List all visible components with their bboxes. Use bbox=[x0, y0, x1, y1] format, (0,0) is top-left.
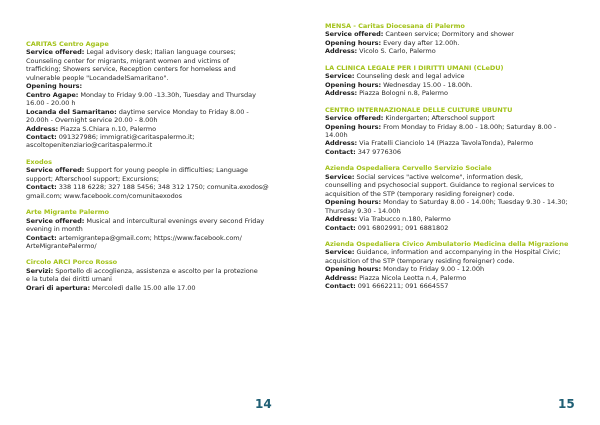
field-text: Via Trabucco n.180, Palermo bbox=[357, 215, 451, 224]
entry-line bbox=[26, 225, 284, 233]
field-text: Every day after 12.00h. bbox=[381, 38, 460, 47]
entry-title: LA CLINICA LEGALE PER I DIRITTI UMANI (CLeDU) bbox=[325, 63, 504, 72]
entry-line bbox=[325, 265, 586, 273]
entry-line bbox=[26, 74, 284, 82]
entry-line bbox=[26, 284, 284, 292]
entry-line bbox=[26, 183, 284, 191]
field-text: Social services "active welcome", information desk, bbox=[354, 172, 524, 181]
entry-line bbox=[26, 48, 284, 56]
field-text: trafficking; Showers service, Reception centers for homeless and bbox=[26, 65, 236, 74]
field-text: 20.00h - Overnight service 20.00 - 8.00h bbox=[26, 116, 158, 125]
entry-line bbox=[325, 274, 586, 282]
field-text: evening in month bbox=[26, 225, 83, 234]
field-label: Service offered: bbox=[26, 48, 85, 57]
entry-title: Azienda Ospedaliera Civico Ambulatorio Medicina della Migrazione bbox=[325, 239, 569, 248]
field-label: Service: bbox=[325, 248, 355, 257]
field-text: Monday to Friday 9.00 - 12.00h bbox=[381, 265, 485, 274]
field-text: Musical and intercultural evenings every second Friday bbox=[84, 216, 265, 225]
entry-line bbox=[26, 141, 284, 149]
directory-entry bbox=[26, 208, 284, 250]
field-label: Address: bbox=[325, 89, 358, 98]
entry-line bbox=[26, 192, 284, 200]
entry-line bbox=[26, 82, 284, 90]
field-label: Servizi: bbox=[26, 266, 54, 275]
right-entries bbox=[325, 22, 586, 291]
entry-line bbox=[325, 257, 586, 265]
field-text: Via Fratelli Cianciolo 14 (Piazza TavolaTonda), Palermo bbox=[357, 139, 534, 148]
entry-spacer bbox=[26, 150, 284, 158]
field-label: Service offered: bbox=[325, 114, 384, 123]
entry-spacer bbox=[325, 232, 586, 240]
right-page bbox=[300, 0, 600, 425]
directory-entry bbox=[325, 164, 586, 232]
entry-line bbox=[325, 181, 586, 189]
entry-line bbox=[26, 91, 284, 99]
entry-line bbox=[325, 215, 586, 223]
field-text: Sportello di accoglienza, assistenza e ascolto per la protezione bbox=[53, 266, 258, 275]
field-text: Mercoledì dalle 15.00 alle 17.00 bbox=[90, 283, 196, 292]
entry-title: CARITAS Centro Agape bbox=[26, 40, 109, 48]
field-text: artemigrantepa@gmail.com; https://www.facebook.com/ bbox=[56, 233, 242, 242]
entry-line bbox=[26, 166, 284, 174]
entry-line bbox=[325, 30, 586, 38]
field-label: Contact: bbox=[325, 282, 356, 291]
field-text: Piazza Nicola Leotta n.4, Palermo bbox=[357, 273, 467, 282]
field-label: Address: bbox=[325, 273, 358, 282]
field-text: Legal advisory desk; Italian language courses; bbox=[84, 48, 236, 57]
field-label: Address: bbox=[26, 124, 59, 133]
directory-entry bbox=[26, 258, 284, 292]
entry-spacer bbox=[26, 200, 284, 208]
field-text: 091 6802991; 091 6881802 bbox=[355, 223, 449, 232]
field-label: Centro Agape: bbox=[26, 90, 79, 99]
entry-line bbox=[325, 123, 586, 131]
field-label: Orari di apertura: bbox=[26, 283, 91, 292]
entry-line bbox=[325, 282, 586, 290]
entry-line bbox=[325, 72, 586, 80]
field-label: Address: bbox=[325, 215, 358, 224]
field-text: From Monday to Friday 8.00 - 18.00h; Saturday 8.00 - bbox=[381, 122, 557, 131]
field-text: support; Afterschool support; Excursions; bbox=[26, 174, 159, 183]
field-text: acquisition of the STP (temporary residing foreigner) code. bbox=[325, 256, 515, 265]
entry-title: CENTRO INTERNAZIONALE DELLE CULTURE UBUNTU bbox=[325, 105, 513, 114]
entry-line bbox=[325, 207, 586, 215]
field-text: gmail.com; www.facebook.com/comunitaexodos bbox=[26, 191, 182, 200]
field-label: Contact: bbox=[26, 233, 57, 242]
field-text: Thursday 9.30 - 14.00h bbox=[325, 206, 401, 215]
field-text: Counseling center for migrants, migrant women and victims of bbox=[26, 56, 230, 65]
entry-line bbox=[325, 89, 586, 97]
entry-line bbox=[325, 47, 586, 55]
entry-line bbox=[26, 275, 284, 283]
page-number-15: 15 bbox=[558, 397, 575, 411]
field-label: Opening hours: bbox=[325, 265, 382, 274]
field-label: Opening hours: bbox=[325, 122, 382, 131]
entry-line bbox=[26, 57, 284, 65]
entry-line bbox=[26, 267, 284, 275]
field-label: Locanda del Samaritano: bbox=[26, 107, 117, 116]
field-text: Counseling desk and legal advice bbox=[354, 72, 465, 81]
field-text: counselling and psychosocial support. Guidance to regional services to bbox=[325, 181, 555, 190]
field-label: Opening hours: bbox=[325, 38, 382, 47]
entry-line bbox=[325, 248, 586, 256]
field-text: Wednesday 15.00 - 18.00h. bbox=[381, 80, 473, 89]
entry-line bbox=[26, 217, 284, 225]
field-text: acquisition of the STP (temporary residing foreigner) code. bbox=[325, 189, 515, 198]
field-text: Canteen service; Dormitory and shower bbox=[383, 30, 514, 39]
field-text: e la tutela dei diritti umani bbox=[26, 275, 112, 284]
entry-spacer bbox=[325, 56, 586, 64]
directory-entry bbox=[325, 106, 586, 157]
entry-line bbox=[26, 242, 284, 250]
entry-title: Azienda Ospedaliera Cervello Servizio Sociale bbox=[325, 164, 492, 173]
field-label: Address: bbox=[325, 139, 358, 148]
field-text: daytime service Monday to Friday 8.00 - bbox=[116, 107, 249, 116]
entry-line bbox=[325, 190, 586, 198]
entry-title: Exodos bbox=[26, 157, 52, 166]
entry-line bbox=[26, 108, 284, 116]
field-text: Monday to Saturday 8.00 - 14.00h; Tuesday 9.30 - 14.30; bbox=[381, 198, 568, 207]
entry-line bbox=[325, 139, 586, 147]
field-label: Opening hours: bbox=[325, 80, 382, 89]
entry-line bbox=[26, 116, 284, 124]
entry-title: Circolo ARCI Porco Rosso bbox=[26, 258, 118, 267]
field-label: Opening hours: bbox=[325, 198, 382, 207]
field-label: Contact: bbox=[26, 132, 57, 141]
entry-spacer bbox=[325, 156, 586, 164]
field-label: Contact: bbox=[325, 147, 356, 156]
entry-title: Arte Migrante Palermo bbox=[26, 208, 109, 217]
entry-line bbox=[325, 198, 586, 206]
entry-spacer bbox=[26, 250, 284, 258]
field-text: Guidance, information and accompanying in the Hospital Civic; bbox=[354, 248, 561, 257]
field-label: Service: bbox=[325, 72, 355, 81]
field-text: 338 118 6228; 327 188 5456; 348 312 1750; comunita.exodos@ bbox=[56, 183, 269, 192]
field-text: Piazza S.Chiara n.10, Palermo bbox=[58, 124, 157, 133]
field-text: 16.00 - 20.00 h bbox=[26, 99, 76, 108]
entry-line bbox=[26, 175, 284, 183]
entry-line bbox=[26, 99, 284, 107]
entry-line bbox=[325, 173, 586, 181]
entry-line bbox=[325, 39, 586, 47]
field-label: Address: bbox=[325, 47, 358, 56]
directory-entry bbox=[325, 240, 586, 291]
entry-line bbox=[26, 133, 284, 141]
field-text: Kindergarten; Afterschool support bbox=[383, 114, 495, 123]
field-label: Contact: bbox=[325, 223, 356, 232]
entry-line bbox=[325, 81, 586, 89]
entry-line bbox=[325, 114, 586, 122]
page-number-14: 14 bbox=[255, 397, 272, 411]
directory-entry bbox=[325, 22, 586, 56]
field-text: Monday to Friday 9.00 -13.30h, Tuesday and Thursday bbox=[78, 90, 256, 99]
entry-spacer bbox=[325, 98, 586, 106]
field-text: ArteMigrantePalermo/ bbox=[26, 241, 97, 250]
field-label: Opening hours: bbox=[26, 82, 83, 91]
field-label: Service: bbox=[325, 172, 355, 181]
field-text: 14.00h bbox=[325, 130, 348, 139]
field-text: vulnerable people "LocandadelSamaritano". bbox=[26, 73, 169, 82]
field-text: Support for young people in difficulties; Language bbox=[84, 166, 249, 175]
entry-title: MENSA - Caritas Diocesana di Palermo bbox=[325, 22, 465, 30]
directory-entry bbox=[26, 40, 284, 150]
field-text: 091 6662211; 091 6664557 bbox=[355, 282, 449, 291]
field-label: Service offered: bbox=[26, 166, 85, 175]
field-text: ascoltopenitenziario@caritaspalermo.it bbox=[26, 141, 153, 150]
entry-line bbox=[325, 148, 586, 156]
directory-entry bbox=[26, 158, 284, 200]
entry-line bbox=[325, 224, 586, 232]
field-label: Service offered: bbox=[325, 30, 384, 39]
field-text: Vicolo S. Carlo, Palermo bbox=[357, 47, 436, 56]
entry-line bbox=[26, 65, 284, 73]
field-text: 347 9776306 bbox=[355, 147, 401, 156]
entry-line bbox=[26, 234, 284, 242]
directory-entry bbox=[325, 64, 586, 98]
entry-line bbox=[325, 131, 586, 139]
entry-line bbox=[26, 125, 284, 133]
left-entries bbox=[26, 40, 284, 292]
field-text: 091327986; immigrati@caritaspalermo.it; bbox=[56, 132, 195, 141]
field-label: Service offered: bbox=[26, 216, 85, 225]
field-text: Piazza Bologni n.8, Palermo bbox=[357, 89, 448, 98]
field-label: Contact: bbox=[26, 183, 57, 192]
